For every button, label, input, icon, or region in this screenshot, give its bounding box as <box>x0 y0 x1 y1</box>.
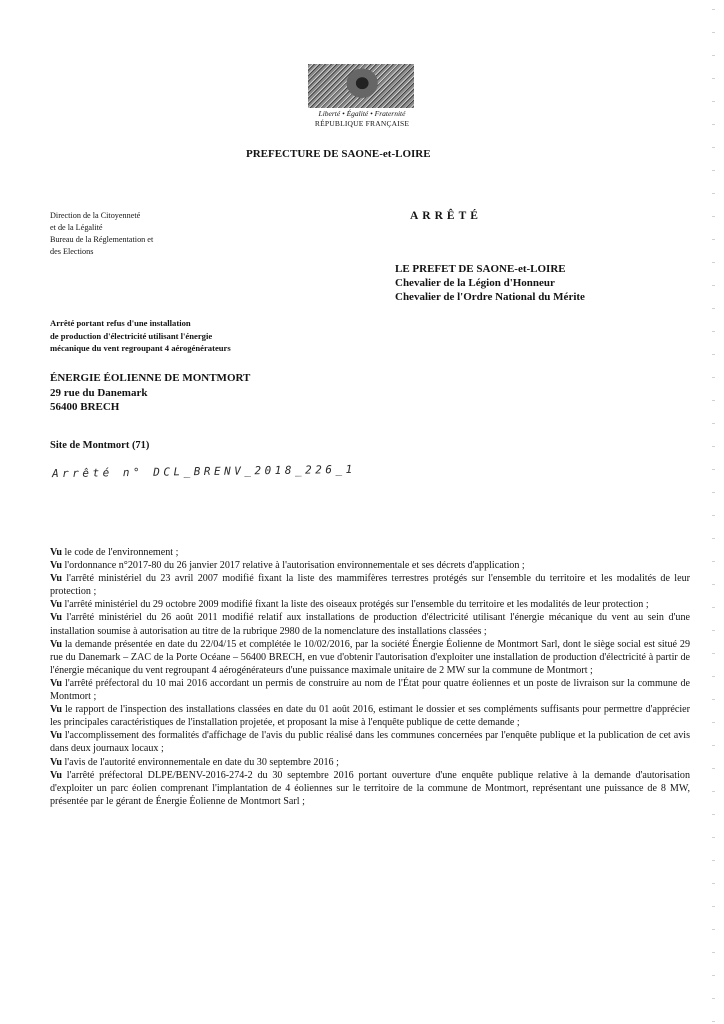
department-block <box>50 210 153 258</box>
consideration-text: la demande présentée en date du 22/04/15 et complétée le 10/02/2016, par la société Énergie Éolienne de Montmort Sarl, dont le siège social est situé 29 rue du Danemark – ZAC de la Porte Océane – 56400 BRECH, en vue d'obtenir l'autorisation d'exploiter une installation de production d'électricité à partir de l'énergie mécanique du vent regroupant 4 aérogénérateurs d'une puissance maximale unitaire de 2 MW sur la commune de Montmort ; <box>50 638 690 676</box>
vu-keyword: Vu <box>50 769 62 781</box>
department-line: et de la Légalité <box>50 223 103 232</box>
marianne-emblem-icon <box>308 64 414 108</box>
subject-line: Arrêté portant refus d'une installation <box>50 318 191 328</box>
consideration-text: l'ordonnance n°2017-80 du 26 janvier 2017 relative à l'autorisation environnementale et ses décrets d'application ; <box>61 560 525 572</box>
scan-edge-marks <box>712 0 715 1024</box>
company-address <box>50 371 250 415</box>
consideration-paragraph <box>50 769 690 808</box>
republic-name: RÉPUBLIQUE FRANÇAISE <box>314 119 410 128</box>
company-name: ÉNERGIE ÉOLIENNE DE MONTMORT <box>50 372 251 384</box>
site-label: Site de Montmort (71) <box>50 440 150 451</box>
prefet-block <box>395 262 585 304</box>
consideration-paragraph <box>50 638 690 677</box>
marianne-logo <box>302 64 422 134</box>
vu-keyword: Vu <box>50 612 62 624</box>
consideration-paragraph <box>50 598 690 611</box>
vu-keyword: Vu <box>50 560 62 572</box>
prefet-honor-2: Chevalier de l'Ordre National du Mérite <box>395 291 585 303</box>
consideration-paragraph <box>50 756 690 769</box>
vu-keyword: Vu <box>50 756 62 768</box>
consideration-paragraph <box>50 703 690 729</box>
consideration-paragraph <box>50 572 690 598</box>
handwritten-reference: Arrêté n° DCL_BRENV_2018_226_1 <box>51 462 356 481</box>
consideration-paragraph <box>50 677 690 703</box>
consideration-text: l'arrêté préfectoral DLPE/BENV-2016-274-2 du 30 septembre 2016 portant ouverture d'une enquête publique relative à la demande d'autorisation d'exploiter un parc éolien comprenant l'implantation de 4 éoliennes sur le territoire de la commune de Montmort, représentant une puissance de 8 MW, présentée par le gérant de Énergie Éolienne de Montmort Sarl ; <box>50 769 690 807</box>
company-city: 56400 BRECH <box>50 401 120 413</box>
consideration-paragraph <box>50 611 690 637</box>
vu-keyword: Vu <box>50 704 62 716</box>
republic-motto: Liberté • Égalité • Fraternité <box>318 109 406 118</box>
consideration-paragraph <box>50 729 690 755</box>
document-title: ARRÊTÉ <box>410 210 482 222</box>
prefet-title: LE PREFET DE SAONE-et-LOIRE <box>395 263 566 275</box>
consideration-text: l'avis de l'autorité environnementale en date du 30 septembre 2016 ; <box>61 756 339 768</box>
prefecture-heading: PREFECTURE DE SAONE-et-LOIRE <box>246 148 431 160</box>
vu-keyword: Vu <box>50 599 62 611</box>
vu-keyword: Vu <box>50 677 62 689</box>
consideration-text: l'arrêté préfectoral du 10 mai 2016 accordant un permis de construire au nom de l'État pour quatre éoliennes et un poste de livraison sur la commune de Montmort ; <box>50 677 690 703</box>
subject-block <box>50 317 231 355</box>
department-line: des Elections <box>50 247 94 256</box>
prefet-honor-1: Chevalier de la Légion d'Honneur <box>395 277 555 289</box>
subject-line: de production d'électricité utilisant l'énergie <box>50 330 213 341</box>
consideration-paragraph <box>50 559 690 572</box>
subject-line: mécanique du vent regroupant 4 aérogénérateurs <box>50 343 231 353</box>
consideration-paragraph <box>50 546 690 559</box>
consideration-text: le rapport de l'inspection des installations classées en date du 01 août 2016, estimant le dossier et ses compléments suffisants pour permettre d'apprécier les principales caractéristiques de l'installation projetée, et proposant la mise à l'enquête publique de cette demande ; <box>50 704 690 729</box>
consideration-text: le code de l'environnement ; <box>61 547 179 558</box>
company-street: 29 rue du Danemark <box>50 386 148 399</box>
consideration-text: l'arrêté ministériel du 23 avril 2007 modifié fixant la liste des mammifères terrestres protégés sur l'ensemble du territoire et les modalités de leur protection ; <box>50 573 690 598</box>
consideration-text: l'accomplissement des formalités d'affichage de l'avis du public réalisé dans les communes concernées par l'enquête publique et la publication de cet avis dans deux journaux locaux ; <box>50 730 690 755</box>
consideration-text: l'arrêté ministériel du 26 août 2011 modifié relatif aux installations de production d'électricité utilisant l'énergie mécanique du vent au sein d'une installation soumise à autorisation au titre de la rubrique 2980 de la nomenclature des installations classées ; <box>50 612 690 637</box>
vu-keyword: Vu <box>50 730 62 742</box>
vu-keyword: Vu <box>50 547 62 558</box>
vu-keyword: Vu <box>50 638 62 650</box>
considerations-list <box>50 546 690 808</box>
consideration-text: l'arrêté ministériel du 29 octobre 2009 modifié fixant la liste des oiseaux protégés sur l'ensemble du territoire et les modalités de leur protection ; <box>61 599 649 611</box>
department-line: Bureau de la Réglementation et <box>50 235 154 244</box>
department-line: Direction de la Citoyenneté <box>50 211 141 220</box>
vu-keyword: Vu <box>50 573 62 585</box>
